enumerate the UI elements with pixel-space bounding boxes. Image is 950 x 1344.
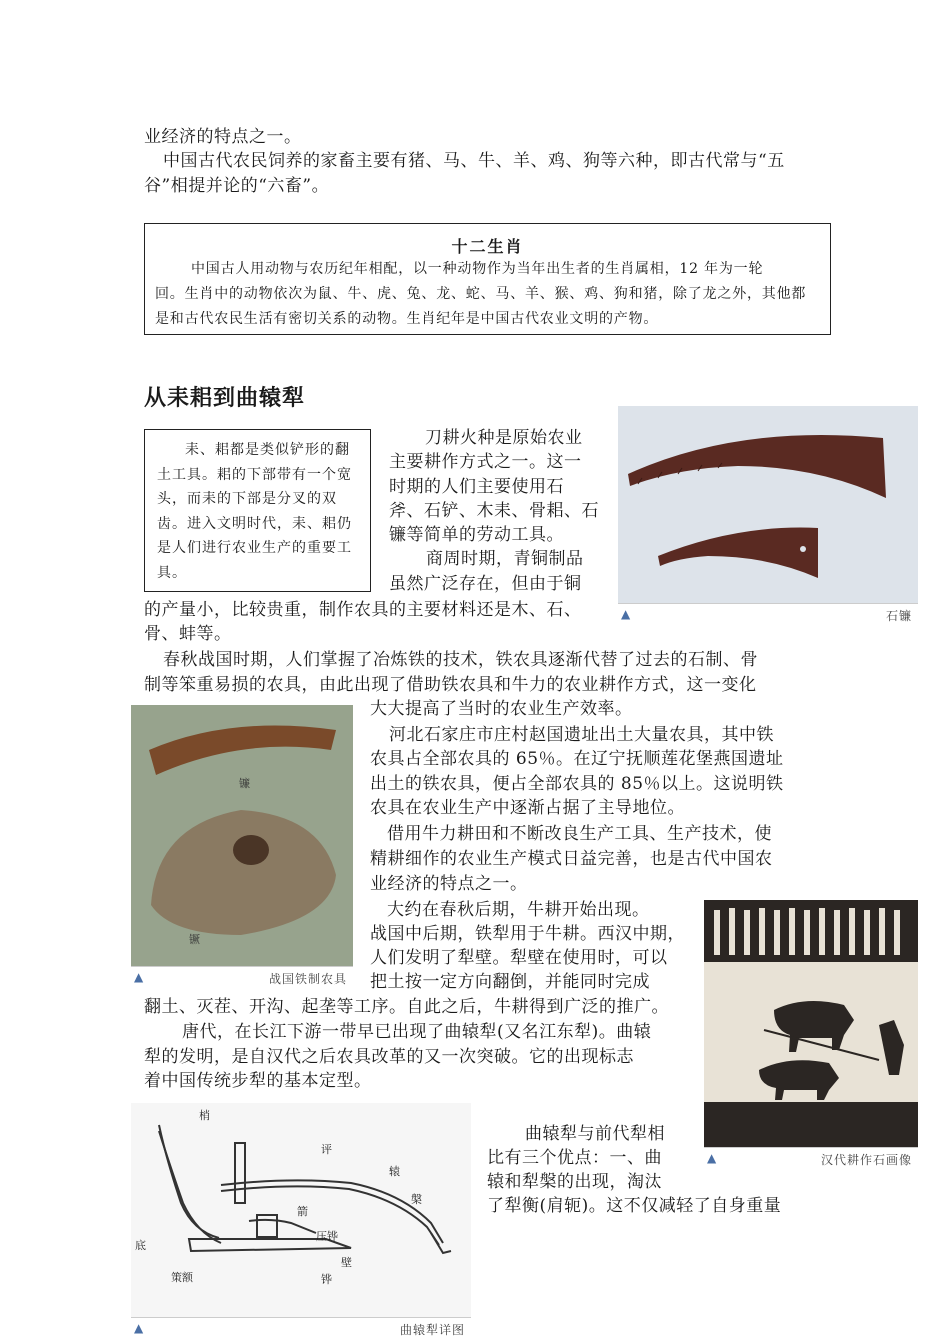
text-line: 中国古代农民饲养的家畜主要有猪、马、牛、羊、鸡、狗等六种，即古代常与“五 [163,151,785,171]
plow-label: 箭 [297,1205,308,1218]
side-note-text: 耒、耜都是类似铲形的翻土工具。耜的下部带有一个宽头，而耒的下部是分叉的双齿。进入文明时代，耒、耜仍是人们进行农业生产的重要工具。 [157,442,352,581]
text-line: 唐代，在长江下游一带早已出现了曲辕犁(又名江东犁)。曲辕 [182,1022,652,1042]
plow-label: 辕 [389,1165,400,1178]
figure-caption: 战国铁制农具 [268,972,347,986]
caption-triangle-icon: ▲ [621,607,631,621]
zodiac-box-title: 十二生肖 [451,237,524,256]
stone-relief-figure [704,900,918,1170]
text-line: 大大提高了当时的农业生产效率。 [370,699,633,719]
caption-triangle-icon: ▲ [134,1321,144,1335]
text-line: 农具在农业生产中逐渐占据了主导地位。 [370,798,685,818]
section-title: 从耒耜到曲辕犁 [144,386,306,411]
plow-label: 压铧 [316,1230,338,1243]
text-line: 谷”相提并论的“六畜”。 [144,176,330,196]
text-line: 曲辕犁与前代犁相 [525,1124,665,1144]
text-line: 翻土、灭茬、开沟、起垄等工序。自此之后，牛耕得到广泛的推广。 [144,997,669,1017]
figure-caption-bar [618,603,918,626]
text-line: 战国中后期，铁犁用于牛耕。西汉中期， [370,924,685,944]
text-line: 着中国传统步犁的基本定型。 [144,1071,372,1091]
zodiac-info-box [144,223,831,335]
stone-sickle-image [618,406,918,606]
figure-caption-bar [131,1317,471,1340]
zodiac-box-line: 是和古代农民生活有密切关系的动物。生肖纪年是中国古代农业文明的产物。 [155,311,659,327]
figure-caption-bar [131,966,353,989]
plow-label: 壁 [341,1256,352,1269]
plow-label: 策额 [171,1271,193,1284]
figure-caption: 石镰 [885,609,912,623]
text-line: 辕和犁槃的出现，淘汰 [487,1172,662,1192]
text-line: 虽然广泛存在，但由于铜 [389,574,582,594]
iron-tools-figure [131,705,353,989]
figure-caption: 汉代耕作石画像 [820,1153,912,1167]
plow-label: 底 [135,1239,146,1252]
text-line: 制等笨重易损的农具，由此出现了借助铁农具和牛力的农业耕作方式，这一变化 [144,675,757,695]
text-line: 了犁衡(肩轭)。这不仅减轻了自身重量 [487,1196,782,1216]
zodiac-box-line: 回。生肖中的动物依次为鼠、牛、虎、兔、龙、蛇、马、羊、猴、鸡、狗和猪，除了龙之外，其他都 [155,286,807,302]
text-line: 商周时期，青铜制品 [426,549,584,569]
text-line: 刀耕火种是原始农业 [425,428,583,448]
text-line: 农具占全部农具的 65％。在辽宁抚顺莲花堡燕国遗址 [370,749,784,769]
text-line: 河北石家庄市庄村赵国遗址出土大量农具，其中铁 [389,725,774,745]
text-line: 骨、蚌等。 [144,624,232,644]
plow-label: 铧 [321,1273,332,1286]
text-line: 镰等简单的劳动工具。 [389,525,564,545]
text-line: 业经济的特点之一。 [144,127,302,147]
figure-caption-bar [704,1147,918,1170]
figure-label: 镰 [239,777,250,790]
text-line: 人们发明了犁壁。犁壁在使用时，可以 [370,948,668,968]
text-line: 春秋战国时期，人们掌握了冶炼铁的技术，铁农具逐渐代替了过去的石制、骨 [163,650,758,670]
stone-sickle-figure [618,406,918,626]
text-line: 比有三个优点：一、曲 [487,1148,662,1168]
text-line: 时期的人们主要使用石 [389,477,564,497]
plow-label: 槃 [411,1193,422,1206]
text-line: 精耕细作的农业生产模式日益完善，也是古代中国农 [370,849,773,869]
iron-tools-image [131,705,353,967]
text-line: 主要耕作方式之一。这一 [389,452,582,472]
figure-label: 镢 [189,933,200,946]
text-line: 业经济的特点之一。 [370,874,528,894]
caption-triangle-icon: ▲ [707,1151,717,1165]
text-line: 的产量小，比较贵重，制作农具的主要材料还是木、石、 [144,600,582,620]
caption-triangle-icon: ▲ [134,970,144,984]
plow-diagram-figure [131,1103,471,1340]
plow-diagram-image [131,1103,471,1318]
text-line: 把土按一定方向翻倒，并能同时完成 [370,972,650,992]
text-line: 犁的发明，是自汉代之后农具改革的又一次突破。它的出现标志 [144,1047,634,1067]
text-line: 大约在春秋后期，牛耕开始出现。 [387,900,650,920]
text-line: 出土的铁农具，便占全部农具的 85％以上。这说明铁 [370,774,784,794]
plow-label: 评 [321,1143,332,1156]
plow-label: 梢 [199,1109,210,1122]
side-note-box [144,429,371,592]
figure-caption: 曲辕犁详图 [399,1323,465,1337]
text-line: 斧、石铲、木耒、骨耜、石 [389,501,599,521]
stone-relief-image [704,900,918,1148]
text-line: 借用牛力耕田和不断改良生产工具、生产技术，使 [387,824,772,844]
zodiac-box-line: 中国古人用动物与农历纪年相配，以一种动物作为当年出生者的生肖属相，12 年为一轮 [191,261,764,277]
